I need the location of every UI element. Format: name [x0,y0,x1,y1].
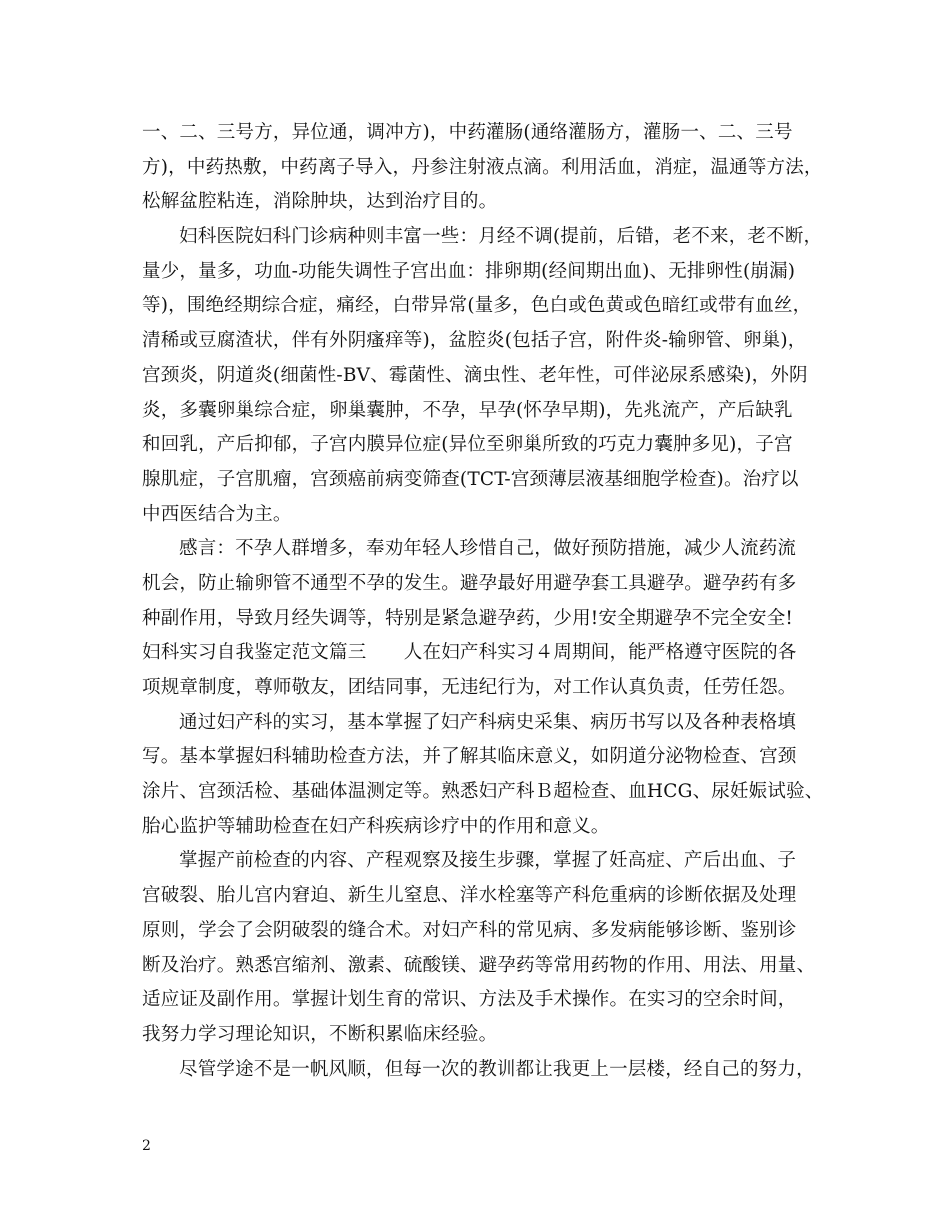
paragraph-start: 感言：不孕人群增多，奉劝年轻人珍惜自己，做好预防措施，减少人流药流 [179,538,797,560]
text-line: 机会，防止输卵管不通型不孕的发生。避孕最好用避孕套工具避孕。避孕药有多 [142,572,797,594]
paragraph-start: 通过妇产科的实习，基本掌握了妇产科病史采集、病历书写以及各种表格填 [179,711,797,733]
text-line: 宫颈炎，阴道炎(细菌性-BV、霉菌性、滴虫性、老年性，可伴泌尿系感染)，外阴 [142,364,808,386]
text-line: 腺肌症，子宫肌瘤，宫颈癌前病变筛查(TCT-宫颈薄层液基细胞学检查)。治疗以 [142,468,799,490]
paragraph-start: 掌握产前检查的内容、产程观察及接生步骤，掌握了妊高症、产后出血、子 [179,850,797,872]
text-line: 清稀或豆腐渣状，伴有外阴瘙痒等)，盆腔炎(包括子宫，附件炎-输卵管、卵巢)， [142,330,807,352]
text-line: 适应证及副作用。掌握计划生育的常识、方法及手术操作。在实习的空余时间， [142,989,797,1011]
text-line: 量少，量多，功血-功能失调性子宫出血：排卵期(经间期出血)、无排卵性(崩漏) [142,260,796,282]
text-line: 方)，中药热敷，中药离子导入，丹参注射液点滴。利用活血，消症，温通等方法， [142,156,823,178]
text-line: 胎心监护等辅助检查在妇产科疾病诊疗中的作用和意义。 [142,815,610,837]
paragraph-start: 妇科医院妇科门诊病种则丰富一些：月经不调(提前，后错，老不来，老不断， [179,226,823,248]
text-line: 等)，围绝经期综合症，痛经，白带异常(量多，色白或色黄或色暗红或带有血丝， [142,295,812,317]
text-line: 中西医结合为主。 [142,503,292,525]
text-line: 和回乳，产后抑郁，子宫内膜异位症(异位至卵巢所致的巧克力囊肿多见)，子宫 [142,434,793,456]
text-line: 我努力学习理论知识，不断积累临床经验。 [142,1023,498,1045]
page-number: 2 [142,1138,151,1154]
text-line: 宫破裂、胎儿宫内窘迫、新生儿窒息、洋水栓塞等产科危重病的诊断依据及处理 [142,885,797,907]
text-line: 一、二、三号方，异位通，调冲方)，中药灌肠(通络灌肠方，灌肠一、二、三号 [142,122,793,143]
text-line: 项规章制度，尊师敬友，团结同事，无违纪行为，对工作认真负责，任劳任怨。 [142,677,797,698]
body-text [142,116,832,1087]
text-line: 松解盆腔粘连，消除肿块，达到治疗目的。 [142,191,498,213]
text-line: 原则，学会了会阴破裂的缝合术。对妇产科的常见病、多发病能够诊断、鉴别诊 [142,919,797,941]
section-heading-line: 妇科实习自我鉴定范文篇三 人在妇产科实习４周期间，能严格遵守医院的各 [142,642,797,664]
text-line: 涂片、宫颈活检、基础体温测定等。熟悉妇产科Ｂ超检查、血HCG、尿妊娠试验、 [142,781,824,803]
text-line: 写。基本掌握妇科辅助检查方法，并了解其临床意义，如阴道分泌物检查、宫颈 [142,746,797,768]
text-line: 炎，多囊卵巢综合症，卵巢囊肿，不孕，早孕(怀孕早期)，先兆流产，产后缺乳 [142,399,793,421]
paragraph-start: 尽管学途不是一帆风顺，但每一次的教训都让我更上一层楼，经自己的努力， [179,1058,815,1080]
text-line: 断及治疗。熟悉宫缩剂、激素、硫酸镁、避孕药等常用药物的作用、用法、用量、 [142,954,816,976]
text-line: 种副作用，导致月经失调等，特别是紧急避孕药，少用!安全期避孕不完全安全! [142,607,794,629]
